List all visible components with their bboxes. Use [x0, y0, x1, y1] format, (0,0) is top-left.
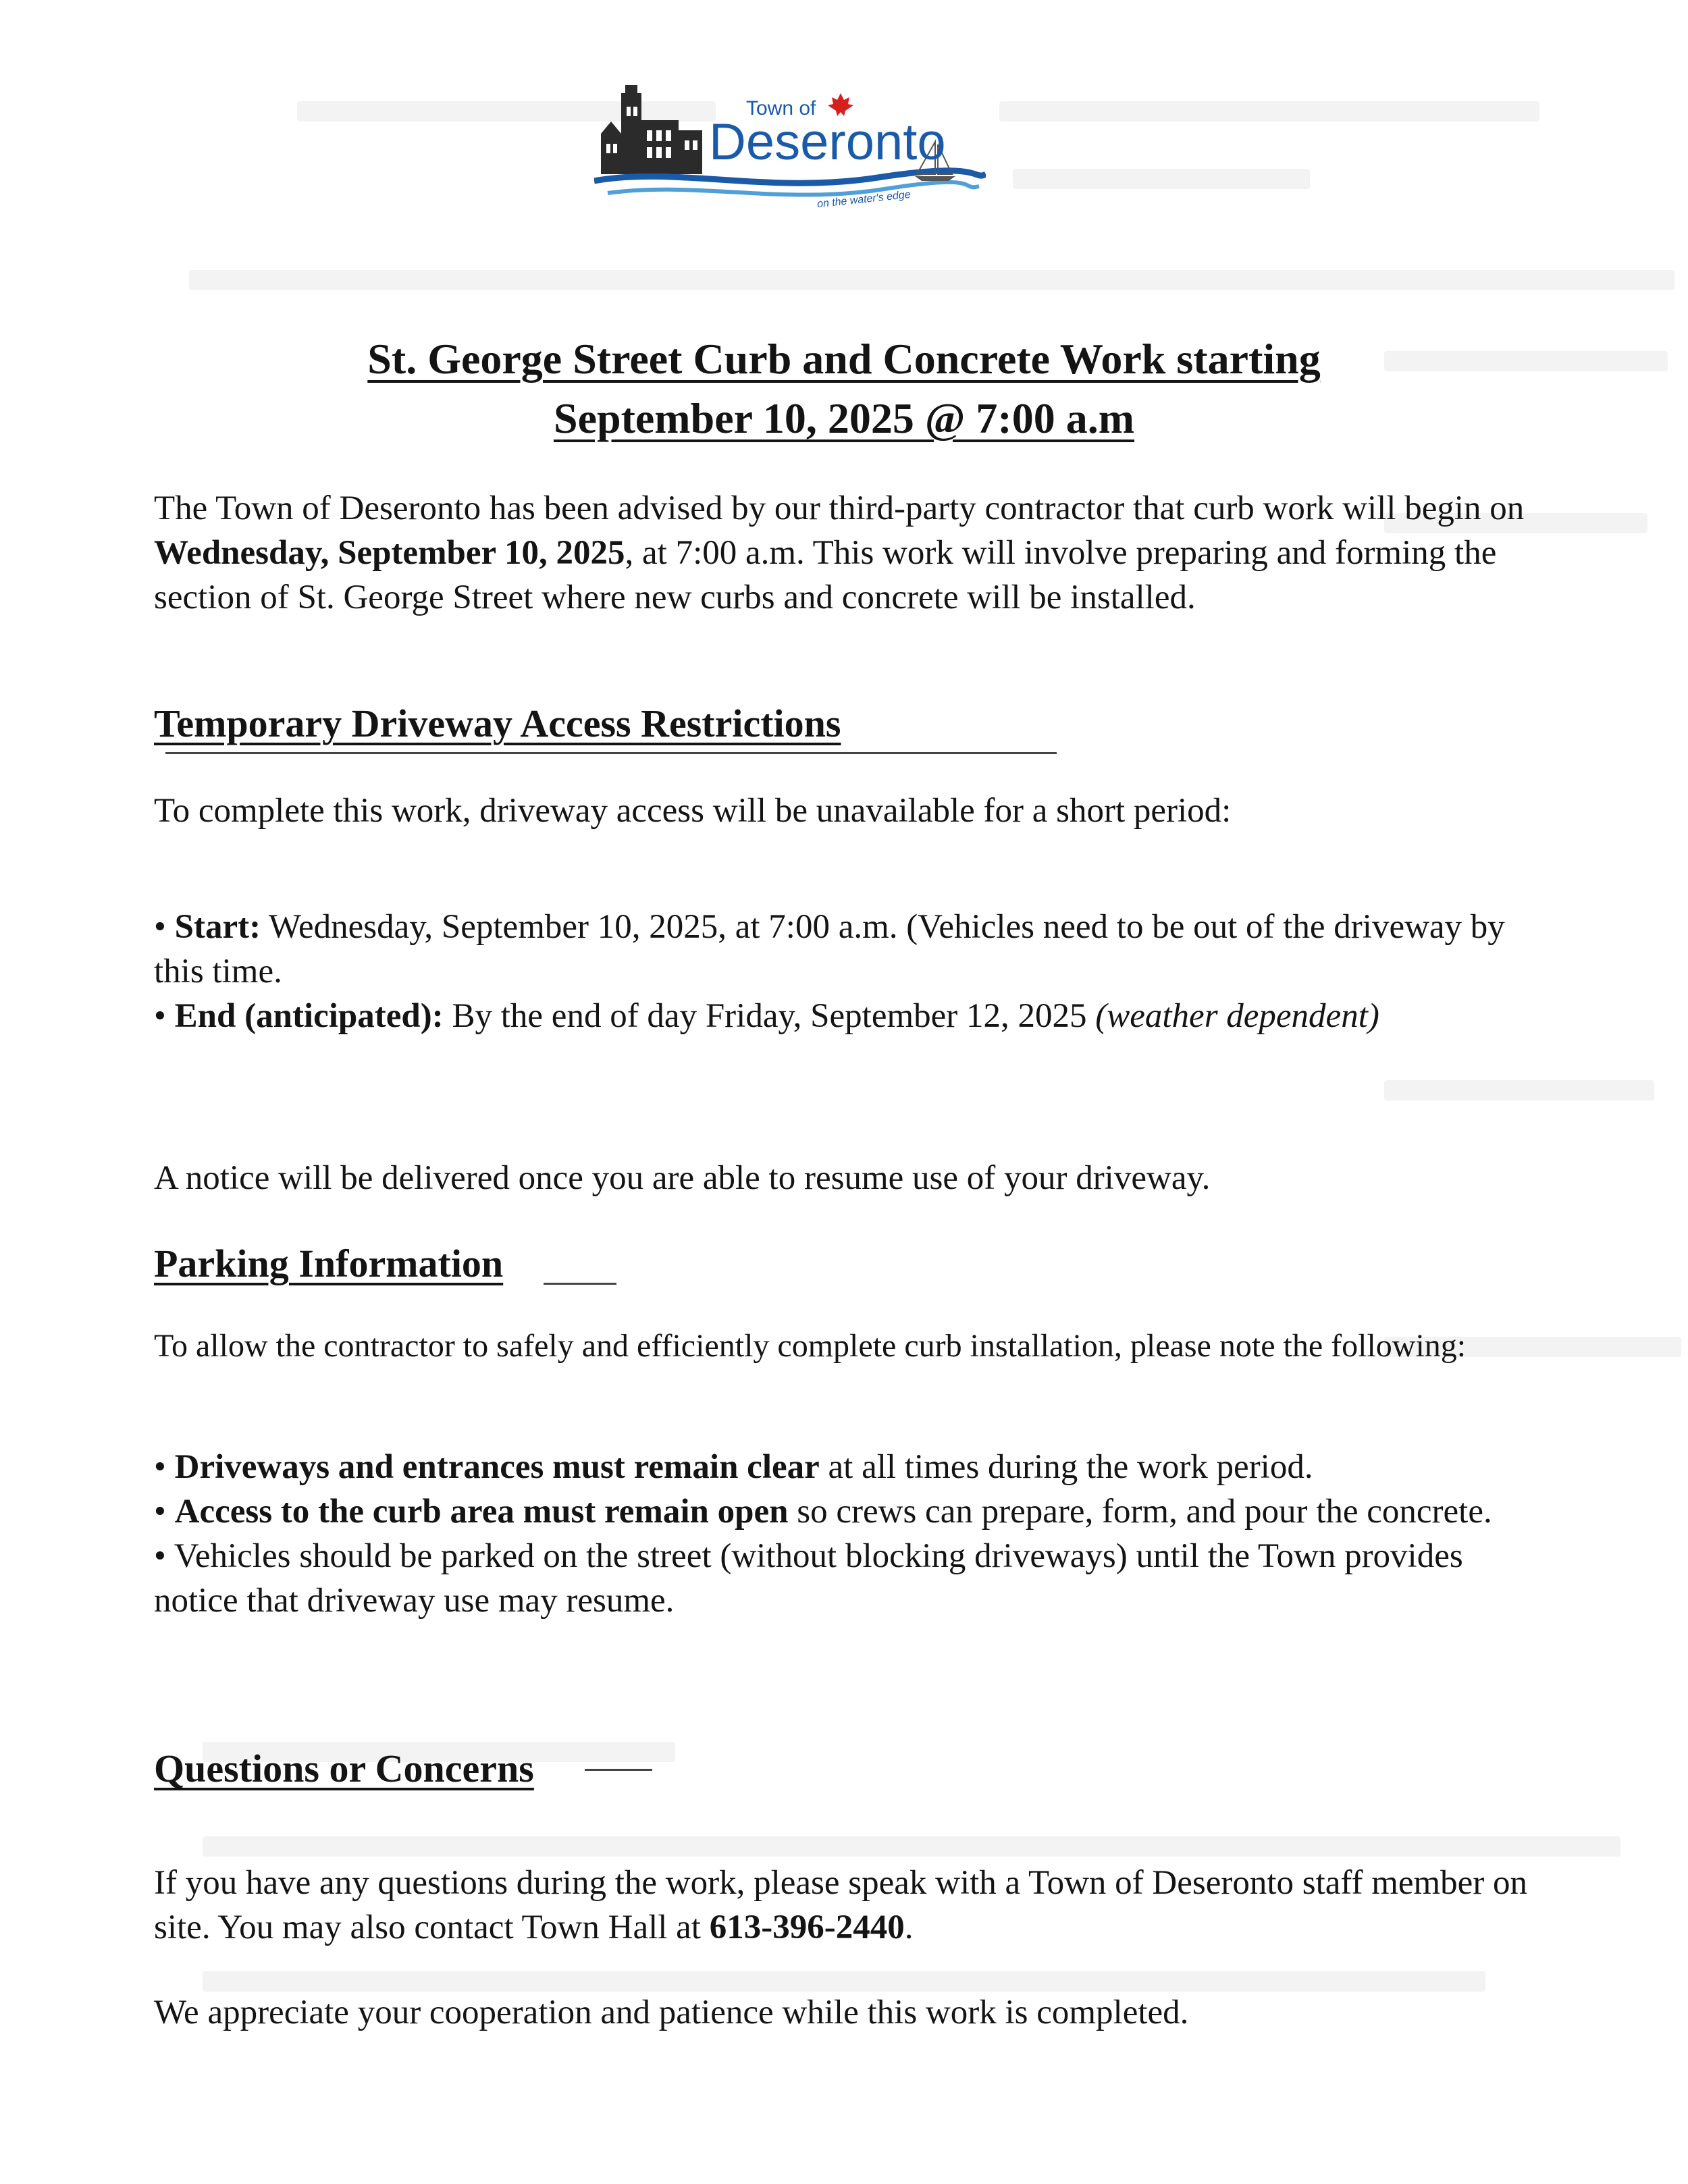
- divider-line: [165, 752, 1057, 754]
- end-note: (weather dependent): [1095, 997, 1379, 1035]
- item1-text: at all times during the work period.: [819, 1448, 1313, 1486]
- item1-bold: Driveways and entrances must remain clear: [174, 1448, 820, 1486]
- bleed-through-mark: [1013, 169, 1310, 189]
- questions-heading: Questions or Concerns: [154, 1747, 534, 1790]
- driveway-schedule: [154, 905, 1545, 1038]
- list-item: • Access to the curb area must remain open so crews can prepare, form, and pour the concrete.: [154, 1493, 1492, 1530]
- parking-list: [154, 1445, 1545, 1623]
- questions-text: If you have any questions during the work, please speak with a Town of Deseronto staff member on site. You may also contact Town Hall at: [154, 1864, 1528, 1946]
- list-item: • Vehicles should be parked on the street (without blocking driveways) until the Town provides notice that driveway use may resume.: [154, 1537, 1463, 1620]
- questions-paragraph: [154, 1861, 1545, 1950]
- driveway-notice: A notice will be delivered once you are able to resume use of your driveway.: [154, 1159, 1211, 1197]
- intro-text: The Town of Deseronto has been advised by our third-party contractor that curb work will begin on: [154, 489, 1525, 527]
- bleed-through-mark: [203, 1836, 1620, 1857]
- list-item-end: • End (anticipated): By the end of day Friday, September 12, 2025 (weather dependent): [154, 997, 1379, 1035]
- notice-title: [0, 329, 1688, 448]
- item3-text: Vehicles should be parked on the street (without blocking driveways) until the Town provides notice that driveway use may resume.: [154, 1537, 1463, 1620]
- divider-line: [544, 1283, 616, 1285]
- town-logo: [594, 80, 986, 215]
- title-line-2: September 10, 2025 @ 7:00 a.m: [553, 394, 1135, 442]
- bleed-through-mark: [203, 1971, 1485, 1992]
- logo-town-of: Town of: [746, 97, 816, 119]
- end-text: By the end of day Friday, September 12, 2025: [443, 997, 1096, 1035]
- list-item-start: • Start: Wednesday, September 10, 2025, at 7:00 a.m. (Vehicles need to be out of the driveway by this time.: [154, 908, 1505, 990]
- intro-paragraph: [154, 486, 1545, 620]
- driveway-heading: Temporary Driveway Access Restrictions: [154, 701, 841, 745]
- title-line-1: St. George Street Curb and Concrete Work starting: [367, 335, 1321, 383]
- logo-name: Deseronto: [709, 113, 946, 171]
- building-icon: [601, 85, 702, 174]
- intro-text-end: , at 7:00 a.m. This work will involve preparing and forming the section of St. George Street where new curbs and concrete will be installed.: [154, 534, 1497, 616]
- parking-heading: Parking Information: [154, 1242, 504, 1285]
- closing-paragraph: We appreciate your cooperation and patience while this work is completed.: [154, 1994, 1189, 2031]
- logo-tagline: on the water's edge: [816, 188, 912, 211]
- bleed-through-mark: [189, 270, 1674, 290]
- start-date: Wednesday, September 10, 2025: [154, 534, 625, 572]
- divider-line: [585, 1769, 652, 1771]
- start-text: Wednesday, September 10, 2025, at 7:00 a.m. (Vehicles need to be out of the driveway by this time.: [154, 908, 1505, 990]
- parking-lead: To allow the contractor to safely and efficiently complete curb installation, please note the following:: [154, 1328, 1467, 1364]
- driveway-lead: To complete this work, driveway access will be unavailable for a short period:: [154, 792, 1232, 830]
- bleed-through-mark: [999, 101, 1539, 122]
- end-label: End (anticipated):: [174, 997, 444, 1035]
- list-item: • Driveways and entrances must remain clear at all times during the work period.: [154, 1448, 1313, 1486]
- item2-bold: Access to the curb area must remain open: [174, 1493, 789, 1530]
- start-label: Start:: [174, 908, 261, 946]
- bleed-through-mark: [1384, 1080, 1654, 1100]
- maple-leaf-icon: [828, 93, 853, 116]
- item2-text: so crews can prepare, form, and pour the concrete.: [788, 1493, 1492, 1530]
- town-hall-phone: 613-396-2440: [709, 1909, 905, 1946]
- questions-text-end: .: [904, 1909, 914, 1946]
